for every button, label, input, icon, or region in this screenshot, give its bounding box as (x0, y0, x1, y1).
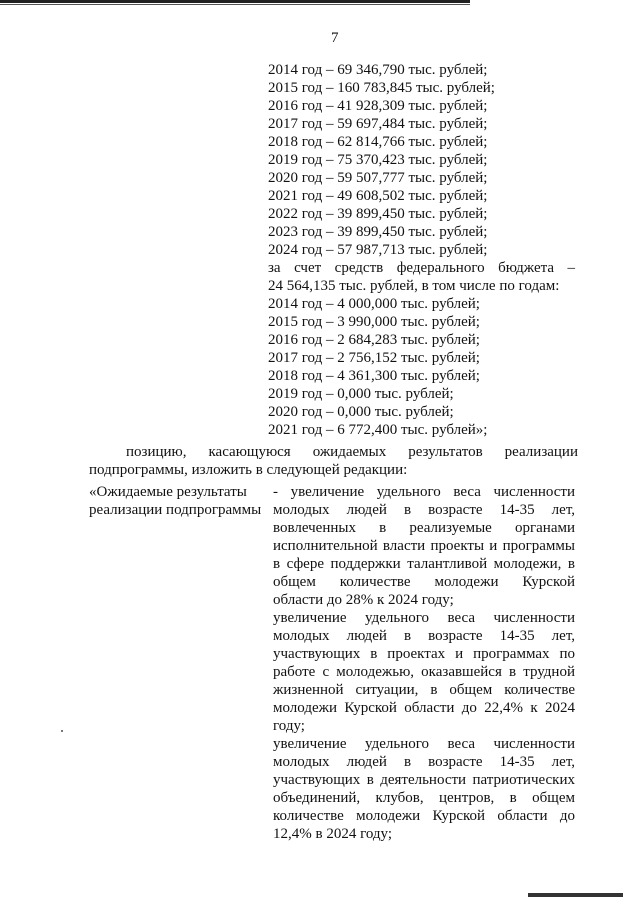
funding-line-2017: 2017 год – 59 697,484 тыс. рублей; (268, 116, 488, 132)
result-line: работе с молодежью, оказавшейся в трудной (273, 664, 575, 680)
result-line: году; (273, 718, 305, 734)
federal-intro-line-1: за счет средств федерального бюджета – (268, 260, 575, 276)
result-line: исполнительной власти проекты и программы (273, 538, 575, 554)
result-line: увеличение удельного веса численности (273, 736, 575, 752)
result-line: участвующих в деятельности патриотических (273, 772, 575, 788)
scan-mark (528, 893, 623, 897)
federal-intro-line-2: 24 564,135 тыс. рублей, в том числе по годам: (268, 278, 560, 294)
funding-line-2020: 2020 год – 59 507,777 тыс. рублей; (268, 170, 488, 186)
federal-line-2017: 2017 год – 2 756,152 тыс. рублей; (268, 350, 480, 366)
funding-line-2015: 2015 год – 160 783,845 тыс. рублей; (268, 80, 495, 96)
result-line: молодежи Курской области до 22,4% к 2024 (273, 700, 575, 716)
funding-line-2014: 2014 год – 69 346,790 тыс. рублей; (268, 62, 488, 78)
funding-line-2019: 2019 год – 75 370,423 тыс. рублей; (268, 152, 488, 168)
result-line: молодых людей в возрасте 14-35 лет, (273, 502, 575, 518)
scan-speck (61, 730, 63, 732)
funding-line-2023: 2023 год – 39 899,450 тыс. рублей; (268, 224, 488, 240)
top-border-rule-thin (0, 4, 470, 5)
paragraph-line-1: позицию, касающуюся ожидаемых результатов реализации (126, 444, 578, 460)
page-number: 7 (331, 30, 339, 46)
result-line: 12,4% в 2024 году; (273, 826, 393, 842)
funding-line-2018: 2018 год – 62 814,766 тыс. рублей; (268, 134, 488, 150)
federal-line-2021: 2021 год – 6 772,400 тыс. рублей»; (268, 422, 488, 438)
result-line: вовлеченных в реализуемые органами (273, 520, 575, 536)
federal-line-2018: 2018 год – 4 361,300 тыс. рублей; (268, 368, 480, 384)
result-line: в сфере поддержки талантливой молодежи, в (273, 556, 575, 572)
federal-line-2016: 2016 год – 2 684,283 тыс. рублей; (268, 332, 480, 348)
funding-line-2016: 2016 год – 41 928,309 тыс. рублей; (268, 98, 488, 114)
result-line: молодых людей в возрасте 14-35 лет, (273, 628, 575, 644)
result-line: увеличение удельного веса численности (273, 610, 575, 626)
federal-line-2019: 2019 год – 0,000 тыс. рублей; (268, 386, 454, 402)
results-label-line-1: «Ожидаемые результаты (89, 484, 247, 500)
result-line: - увеличение удельного веса численности (273, 484, 575, 500)
federal-line-2020: 2020 год – 0,000 тыс. рублей; (268, 404, 454, 420)
paragraph-line-2: подпрограммы, изложить в следующей редакции: (89, 462, 408, 478)
result-line: области до 28% к 2024 году; (273, 592, 454, 608)
funding-line-2024: 2024 год – 57 987,713 тыс. рублей; (268, 242, 488, 258)
result-line: количестве молодежи Курской области до (273, 808, 575, 824)
funding-line-2022: 2022 год – 39 899,450 тыс. рублей; (268, 206, 488, 222)
result-line: общем количестве молодежи Курской (273, 574, 575, 590)
result-line: объединений, клубов, центров, в общем (273, 790, 575, 806)
results-label-line-2: реализации подпрограммы (89, 502, 262, 518)
result-line: участвующих в проектах и программах по (273, 646, 575, 662)
federal-line-2014: 2014 год – 4 000,000 тыс. рублей; (268, 296, 480, 312)
federal-line-2015: 2015 год – 3 990,000 тыс. рублей; (268, 314, 480, 330)
result-line: молодых людей в возрасте 14-35 лет, (273, 754, 575, 770)
funding-line-2021: 2021 год – 49 608,502 тыс. рублей; (268, 188, 488, 204)
top-border-rule (0, 0, 470, 3)
result-line: жизненной ситуации, в общем количестве (273, 682, 575, 698)
